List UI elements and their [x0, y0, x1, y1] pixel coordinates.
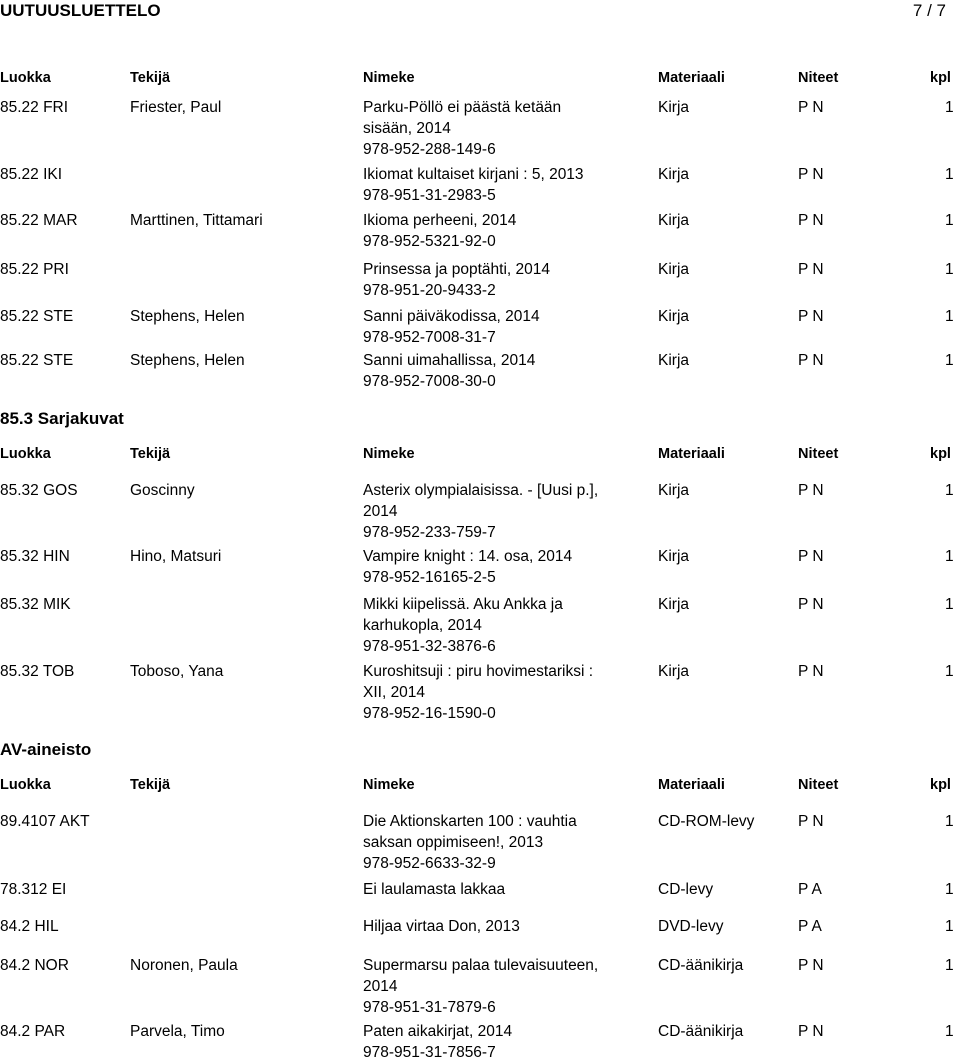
niteet-cell: P N	[798, 99, 824, 116]
niteet-cell: P N	[798, 166, 824, 183]
tekija-cell: Marttinen, Tittamari	[130, 212, 263, 229]
nimeke-line: Vampire knight : 14. osa, 2014	[363, 548, 573, 565]
kpl-cell: 1	[945, 881, 954, 898]
luokka-cell: 85.32 HIN	[0, 548, 70, 565]
nimeke-line: 978-952-288-149-6	[363, 141, 496, 158]
col-luokka: Luokka	[0, 70, 51, 86]
nimeke-line: 978-952-233-759-7	[363, 524, 496, 541]
tekija-cell: Hino, Matsuri	[130, 548, 222, 565]
col-kpl: kpl	[930, 777, 951, 793]
nimeke-line: Sanni päiväkodissa, 2014	[363, 308, 540, 325]
nimeke-cell	[363, 259, 653, 301]
nimeke-line: karhukopla, 2014	[363, 617, 482, 634]
materiaali-cell: Kirja	[658, 212, 690, 229]
nimeke-line: saksan oppimiseen!, 2013	[363, 834, 544, 851]
tekija-cell: Friester, Paul	[130, 99, 222, 116]
section-title: AV-aineisto	[0, 740, 92, 759]
col-materiaali: Materiaali	[658, 446, 725, 462]
nimeke-line: 2014	[363, 978, 398, 995]
materiaali-cell: DVD-levy	[658, 918, 724, 935]
kpl-cell: 1	[945, 1023, 954, 1040]
nimeke-line: 978-952-16165-2-5	[363, 569, 496, 586]
materiaali-cell: Kirja	[658, 308, 690, 325]
luokka-cell: 85.32 GOS	[0, 482, 78, 499]
col-niteet: Niteet	[798, 777, 839, 793]
nimeke-cell	[363, 955, 653, 1018]
col-luokka: Luokka	[0, 777, 51, 793]
niteet-cell: P N	[798, 663, 824, 680]
materiaali-cell: Kirja	[658, 261, 690, 278]
materiaali-cell: Kirja	[658, 596, 690, 613]
col-nimeke: Nimeke	[363, 446, 415, 462]
materiaali-cell: Kirja	[658, 166, 690, 183]
nimeke-line: Kuroshitsuji : piru hovimestariksi :	[363, 663, 593, 680]
nimeke-line: 978-951-31-7856-7	[363, 1044, 496, 1061]
nimeke-line: Ei laulamasta lakkaa	[363, 881, 506, 898]
nimeke-line: Sanni uimahallissa, 2014	[363, 352, 536, 369]
nimeke-cell	[363, 480, 653, 543]
nimeke-line: 978-951-20-9433-2	[363, 282, 496, 299]
page-title: UUTUUSLUETTELO	[0, 1, 161, 20]
niteet-cell: P N	[798, 308, 824, 325]
niteet-cell: P N	[798, 352, 824, 369]
nimeke-line: 978-952-7008-30-0	[363, 373, 496, 390]
materiaali-cell: Kirja	[658, 663, 690, 680]
luokka-cell: 85.22 MAR	[0, 212, 78, 229]
nimeke-line: 978-952-7008-31-7	[363, 329, 496, 346]
nimeke-line: Prinsessa ja poptähti, 2014	[363, 261, 550, 278]
materiaali-cell: CD-äänikirja	[658, 1023, 744, 1040]
niteet-cell: P N	[798, 1023, 824, 1040]
col-luokka: Luokka	[0, 446, 51, 462]
kpl-cell: 1	[945, 663, 954, 680]
nimeke-cell	[363, 164, 653, 206]
luokka-cell: 85.22 STE	[0, 308, 74, 325]
materiaali-cell: CD-levy	[658, 881, 714, 898]
luokka-cell: 84.2 PAR	[0, 1023, 66, 1040]
kpl-cell: 1	[945, 957, 954, 974]
luokka-cell: 85.22 STE	[0, 352, 74, 369]
luokka-cell: 85.22 IKI	[0, 166, 63, 183]
nimeke-cell	[363, 594, 653, 657]
materiaali-cell: Kirja	[658, 352, 690, 369]
luokka-cell: 89.4107 AKT	[0, 813, 90, 830]
nimeke-line: 2014	[363, 503, 398, 520]
materiaali-cell: CD-äänikirja	[658, 957, 744, 974]
niteet-cell: P N	[798, 596, 824, 613]
nimeke-cell	[363, 97, 653, 160]
nimeke-cell	[363, 306, 653, 348]
niteet-cell: P N	[798, 957, 824, 974]
kpl-cell: 1	[945, 482, 954, 499]
luokka-cell: 84.2 HIL	[0, 918, 59, 935]
materiaali-cell: Kirja	[658, 548, 690, 565]
tekija-cell: Noronen, Paula	[130, 957, 238, 974]
nimeke-line: 978-951-32-3876-6	[363, 638, 496, 655]
niteet-cell: P N	[798, 813, 824, 830]
nimeke-line: 978-952-16-1590-0	[363, 705, 496, 722]
nimeke-cell	[363, 210, 653, 252]
col-kpl: kpl	[930, 446, 951, 462]
kpl-cell: 1	[945, 548, 954, 565]
nimeke-line: 978-952-6633-32-9	[363, 855, 496, 872]
nimeke-line: Die Aktionskarten 100 : vauhtia	[363, 813, 577, 830]
tekija-cell: Parvela, Timo	[130, 1023, 225, 1040]
nimeke-cell	[363, 879, 653, 900]
nimeke-line: XII, 2014	[363, 684, 426, 701]
nimeke-line: 978-951-31-7879-6	[363, 999, 496, 1016]
niteet-cell: P N	[798, 548, 824, 565]
luokka-cell: 84.2 NOR	[0, 957, 69, 974]
luokka-cell: 78.312 EI	[0, 881, 67, 898]
nimeke-line: 978-952-5321-92-0	[363, 233, 496, 250]
col-tekija: Tekijä	[130, 446, 171, 462]
nimeke-cell	[363, 916, 653, 937]
kpl-cell: 1	[945, 212, 954, 229]
tekija-cell: Goscinny	[130, 482, 195, 499]
niteet-cell: P A	[798, 918, 822, 935]
nimeke-cell	[363, 1021, 653, 1063]
nimeke-line: Ikioma perheeni, 2014	[363, 212, 517, 229]
nimeke-line: Asterix olympialaisissa. - [Uusi p.],	[363, 482, 599, 499]
niteet-cell: P A	[798, 881, 822, 898]
column-header-row	[0, 777, 960, 797]
luokka-cell: 85.32 TOB	[0, 663, 75, 680]
luokka-cell: 85.22 FRI	[0, 99, 69, 116]
kpl-cell: 1	[945, 596, 954, 613]
kpl-cell: 1	[945, 813, 954, 830]
luokka-cell: 85.22 PRI	[0, 261, 69, 278]
nimeke-line: Ikiomat kultaiset kirjani : 5, 2013	[363, 166, 584, 183]
col-nimeke: Nimeke	[363, 70, 415, 86]
niteet-cell: P N	[798, 261, 824, 278]
nimeke-cell	[363, 661, 653, 724]
column-header-row	[0, 70, 960, 90]
nimeke-cell	[363, 546, 653, 588]
col-kpl: kpl	[930, 70, 951, 86]
col-niteet: Niteet	[798, 446, 839, 462]
kpl-cell: 1	[945, 166, 954, 183]
niteet-cell: P N	[798, 482, 824, 499]
col-materiaali: Materiaali	[658, 777, 725, 793]
kpl-cell: 1	[945, 918, 954, 935]
nimeke-cell	[363, 350, 653, 392]
nimeke-line: Hiljaa virtaa Don, 2013	[363, 918, 520, 935]
tekija-cell: Stephens, Helen	[130, 308, 245, 325]
nimeke-cell	[363, 811, 653, 874]
niteet-cell: P N	[798, 212, 824, 229]
tekija-cell: Toboso, Yana	[130, 663, 224, 680]
tekija-cell: Stephens, Helen	[130, 352, 245, 369]
col-materiaali: Materiaali	[658, 70, 725, 86]
nimeke-line: 978-951-31-2983-5	[363, 187, 496, 204]
nimeke-line: Supermarsu palaa tulevaisuuteen,	[363, 957, 599, 974]
col-nimeke: Nimeke	[363, 777, 415, 793]
section-title: 85.3 Sarjakuvat	[0, 409, 124, 428]
materiaali-cell: Kirja	[658, 482, 690, 499]
kpl-cell: 1	[945, 352, 954, 369]
materiaali-cell: CD-ROM-levy	[658, 813, 755, 830]
col-tekija: Tekijä	[130, 70, 171, 86]
nimeke-line: sisään, 2014	[363, 120, 451, 137]
col-tekija: Tekijä	[130, 777, 171, 793]
kpl-cell: 1	[945, 261, 954, 278]
nimeke-line: Paten aikakirjat, 2014	[363, 1023, 513, 1040]
nimeke-line: Mikki kiipelissä. Aku Ankka ja	[363, 596, 563, 613]
column-header-row	[0, 446, 960, 466]
col-niteet: Niteet	[798, 70, 839, 86]
page-number: 7 / 7	[912, 1, 946, 20]
kpl-cell: 1	[945, 99, 954, 116]
materiaali-cell: Kirja	[658, 99, 690, 116]
luokka-cell: 85.32 MIK	[0, 596, 71, 613]
kpl-cell: 1	[945, 308, 954, 325]
nimeke-line: Parku-Pöllö ei päästä ketään	[363, 99, 562, 116]
